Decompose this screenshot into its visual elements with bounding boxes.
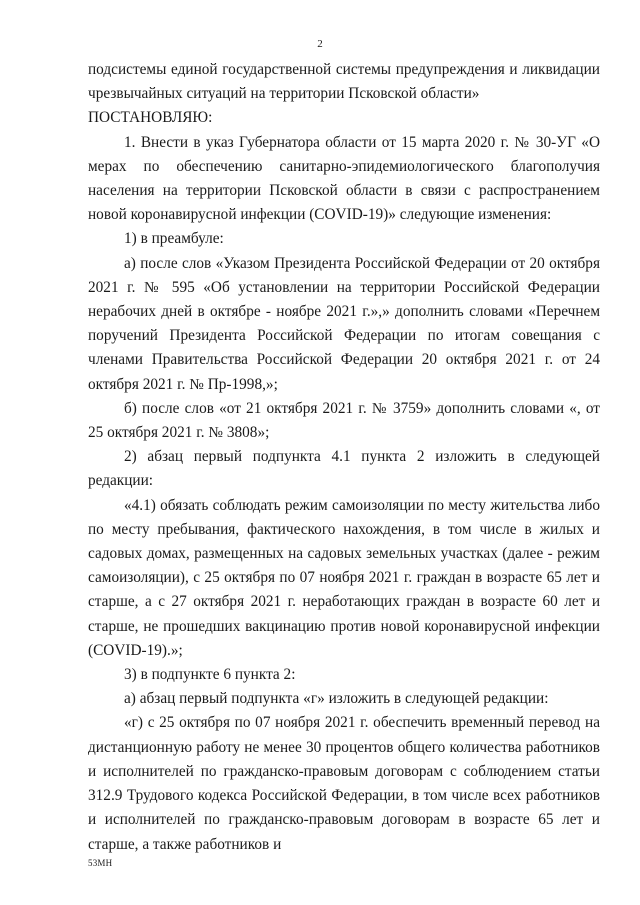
paragraph-preamble-end: подсистемы единой государственной системы предупреждения и ликвидации чрезвычайных ситуаций на территории Псковской области»: [88, 61, 600, 103]
footer-code: 53МН: [88, 858, 113, 868]
paragraph-quote-4-1: «4.1) обязать соблюдать режим самоизоляции по месту жительства либо по месту пребывания, фактического нахождения, в том числе в жилых и садовых домах, размещенных на садовых земельных участках (далее - режим самоизоляции), с 25 октября по 07 ноября 2021 г. граждан в возрасте 65 лет и старше, а с 27 октября 2021 г. неработающих граждан в возрасте 60 лет и старше, не прошедших вакцинацию против новой коронавирусной инфекции (COVID-19).»;: [88, 496, 600, 659]
paragraph-subitem-3a: а) абзац первый подпункта «г» изложить в следующей редакции:: [124, 690, 549, 708]
paragraph-subitem-3: 3) в подпункте 6 пункта 2:: [124, 666, 296, 684]
paragraph-subitem-1a: а) после слов «Указом Президента Российской Федерации от 20 октября 2021 г. № 595 «Об установлении на территории Российской Федерации нерабочих дней в октябре - ноябре 2021 г.»,» дополнить словами «Перечнем поручений Президента Российской Федерации по итогам совещания с членами Правительства Российской Федерации 20 октября 2021 г. от 24 октября 2021 г. № Пр-1998,»;: [88, 254, 600, 393]
paragraph-subitem-1: 1) в преамбуле:: [124, 230, 224, 248]
paragraph-quote-g: «г) с 25 октября по 07 ноября 2021 г. обеспечить временный перевод на дистанционную работу не менее 30 процентов общего количества работников и исполнителей по гражданско-правовым договорам с соблюдением статьи 312.9 Трудового кодекса Российской Федерации, в том числе всех работников и исполнителей по гражданско-правовым договорам в возрасте 65 лет и старше, а также работников и: [88, 714, 600, 853]
paragraph-subitem-2: 2) абзац первый подпункта 4.1 пункта 2 изложить в следующей редакции:: [88, 448, 600, 490]
paragraph-postanovlyayu: ПОСТАНОВЛЯЮ:: [88, 109, 213, 127]
page-number: 2: [317, 38, 323, 50]
paragraph-item-1: 1. Внести в указ Губернатора области от 15 марта 2020 г. № 30-УГ «О мерах по обеспечению санитарно-эпидемиологического благополучия населения на территории Псковской области в связи с распространением новой коронавирусной инфекции (COVID-19)» следующие изменения:: [88, 133, 600, 224]
paragraph-subitem-1b: б) после слов «от 21 октября 2021 г. № 3759» дополнить словами «, от 25 октября 2021 г. № 3808»;: [88, 399, 600, 442]
document-body: [88, 58, 600, 857]
